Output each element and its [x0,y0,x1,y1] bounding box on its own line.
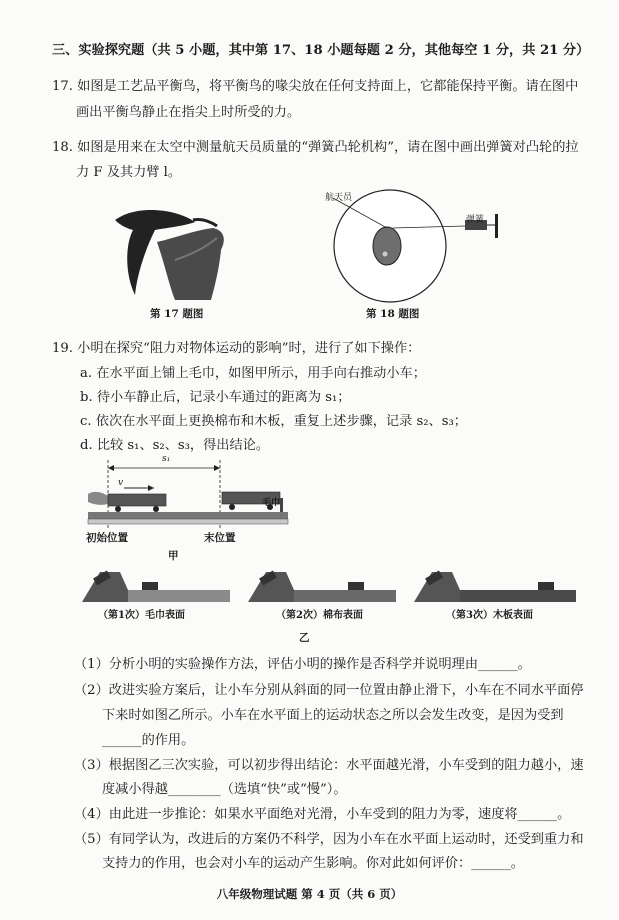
q19-sub3-line1: （3）根据图乙三次实验，可以初步得出结论：水平面越光滑，小车受到的阻力越小，速 [74,758,584,773]
figure-18-cam-mechanism [325,188,505,308]
q19-sub5-line1: （5）有同学认为，改进后的方案仍不科学，因为小车在水平面上运动时，还受到重力和 [74,832,584,847]
q19-step-a: a. 在水平面上铺上毛巾，如图甲所示，用手向右推动小车； [80,366,426,381]
q19-step-c: c. 依次在水平面上更换棉布和木板，重复上述步骤，记录 s₂、s₃； [80,414,467,429]
q19-step-b: b. 待小车静止后，记录小车通过的距离为 s₁； [80,390,351,405]
q19-step-d: d. 比较 s₁、s₂、s₃，得出结论。 [80,438,270,453]
figure-b-three-surfaces [80,562,580,604]
q19-sub4: （4）由此进一步推论：如果水平面绝对光滑，小车受到的阻力为零，速度将______。 [74,807,571,822]
q17-line1: 17. 如图是工艺品平衡鸟，将平衡鸟的喙尖放在任何支持面上，它都能保持平衡。请在图中 [52,79,579,94]
fig-b-panel-wood [414,571,576,602]
q17-line2: 画出平衡鸟静止在指尖上时所受的力。 [76,105,301,120]
fig-a-s1-label: s₁ [162,454,171,464]
q19-sub2-line3: ______的作用。 [102,733,195,748]
fig18-astronaut-label: 航天员 [325,193,353,203]
fig18-spring-label: 弹簧 [466,215,485,225]
fig-b-label-cotton: （第2次）棉布表面 [276,610,363,621]
fig-a-towel-label: 毛巾 [262,498,281,508]
figure-17-caption: 第 17 题图 [150,308,204,320]
q18-line1: 18. 如图是用来在太空中测量航天员质量的“弹簧凸轮机构”，请在图中画出弹簧对凸轮的拉 [52,140,579,155]
q19-sub5-line2: 支持力的作用，也会对小车的运动产生影响。你对此如何评价：______。 [102,856,524,871]
fig-a-end-label: 末位置 [204,532,236,544]
q19-intro: 19. 小明在探究“阻力对物体运动的影响”时，进行了如下操作： [52,341,421,356]
figure-18-caption: 第 18 题图 [366,308,420,320]
fig-b-label-wood: （第3次）木板表面 [446,610,533,621]
fig-a-caption: 甲 [168,550,179,562]
figure-17-balance-bird [95,200,245,310]
section-title: 三、实验探究题（共 5 小题，其中第 17、18 小题每题 2 分，其他每空 1 分，共 21 分） [52,43,590,58]
fig-a-v-label: v [118,478,124,488]
fig-b-caption: 乙 [299,632,310,644]
page-footer: 八年级物理试题 第 4 页（共 6 页） [216,887,403,901]
q19-sub1: （1）分析小明的实验操作方法，评估小明的操作是否科学并说明理由______。 [74,657,531,672]
fig-b-label-towel: （第1次）毛巾表面 [98,610,185,621]
q18-line2: 力 F 及其力臂 l。 [76,165,182,180]
fig-b-panel-cotton [248,571,396,602]
q19-sub3-line2: 度减小得越________（选填“快”或“慢”）。 [102,782,347,797]
q19-sub2-line2: 下来时如图乙所示。小车在水平面上的运动状态之所以会发生改变，是因为受到 [102,708,564,723]
fig-b-panel-towel [82,571,230,602]
fig-a-start-label: 初始位置 [86,532,128,544]
q19-sub2-line1: （2）改进实验方案后，让小车分别从斜面的同一位置由静止滑下，小车在不同水平面停 [74,683,584,698]
